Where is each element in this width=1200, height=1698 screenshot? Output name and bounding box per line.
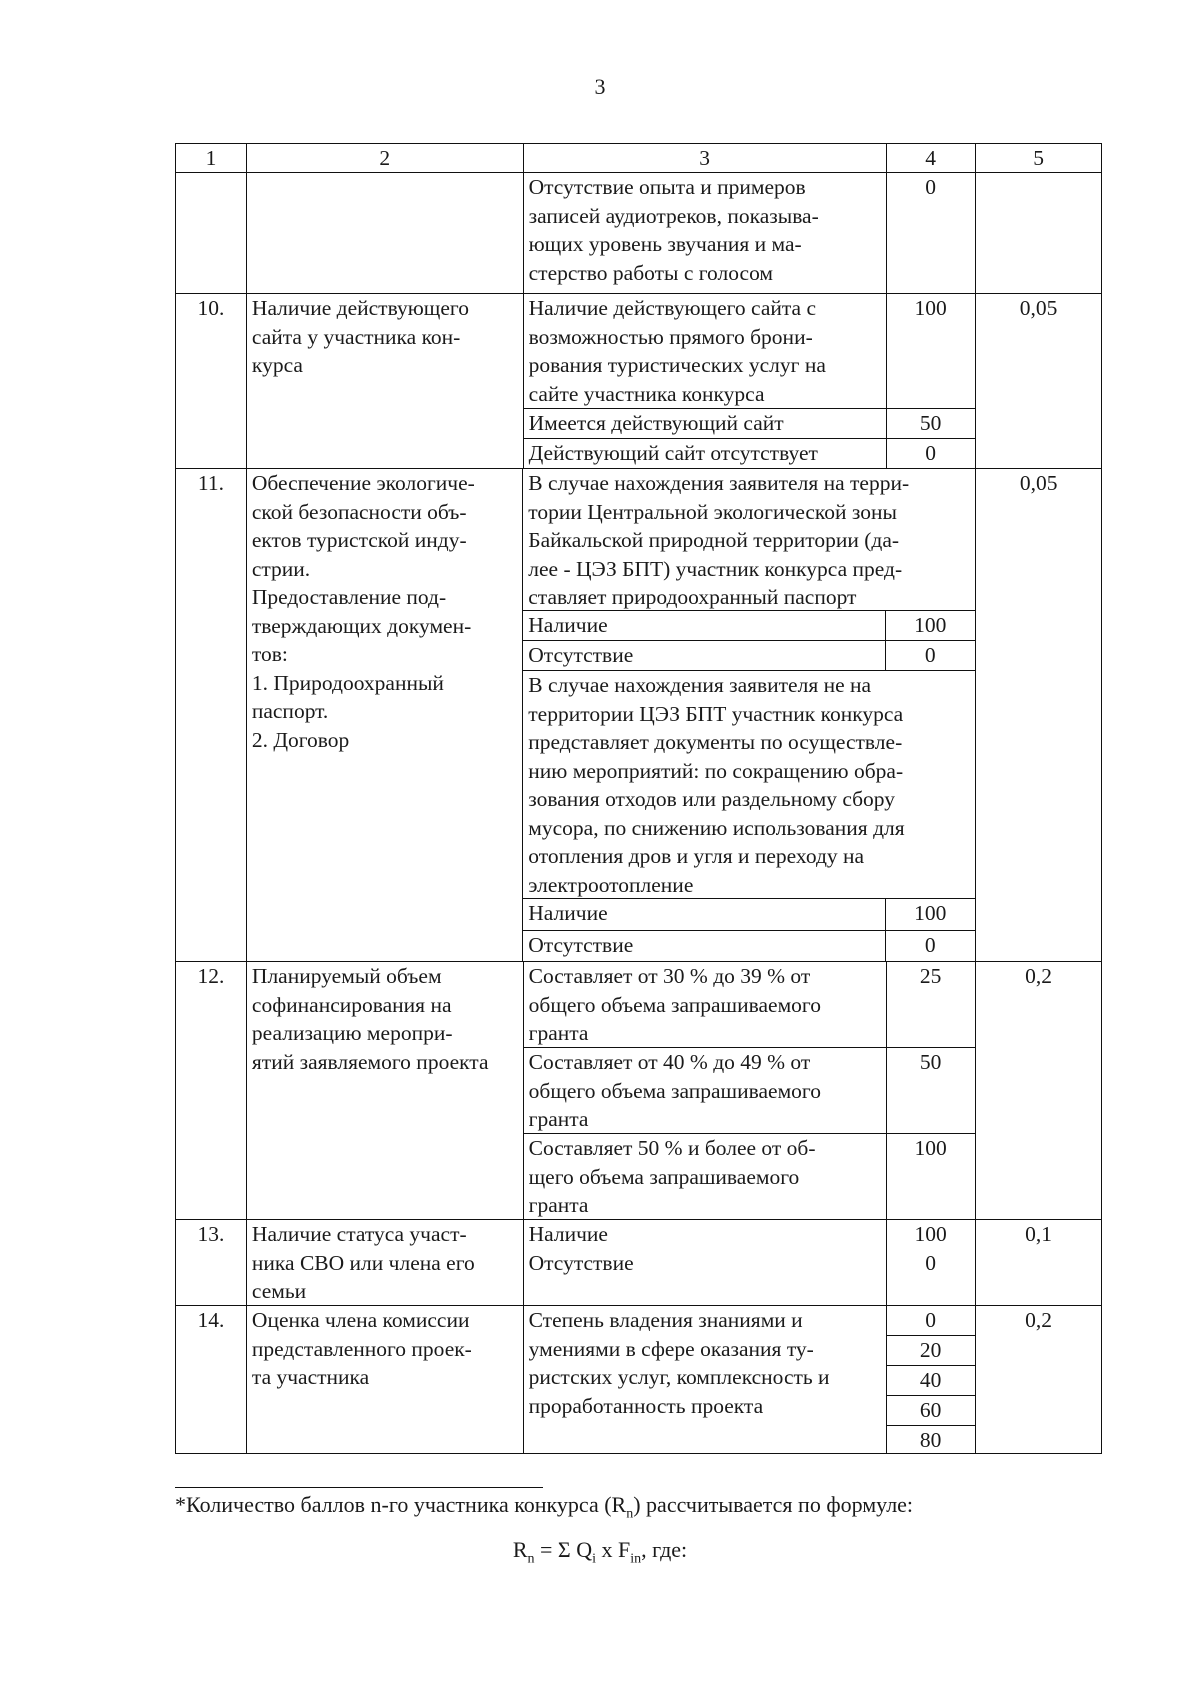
- footnote: *Количество баллов n-го участника конкурса $(R_n)$ рассчитывается по формуле:: [175, 1492, 914, 1522]
- table-row-continuation: [176, 172, 1101, 293]
- criterion-text: Составляет от 30 % до 39 % от общего объема запрашиваемого гранта: [524, 962, 887, 1047]
- criterion-score: 0: [924, 643, 936, 667]
- row-number-cell: 10.: [176, 294, 247, 468]
- row-number-cell: 12.: [176, 962, 247, 1219]
- criterion-score: 20: [887, 1335, 975, 1365]
- criterion-score: 100: [914, 296, 947, 320]
- criterion-text: Отсутствие: [523, 641, 886, 670]
- criterion-score: 50: [919, 1050, 942, 1074]
- row-number-cell: 13.: [176, 1220, 247, 1305]
- criterion-score: 50: [919, 411, 942, 435]
- criterion-score: 60: [887, 1395, 975, 1425]
- row-name-cell: Наличие статуса участ- ника СВО или члена его семьи: [247, 1220, 524, 1305]
- criterion-score: 25: [919, 964, 942, 988]
- criterion-score: 100: [914, 613, 947, 637]
- row-weight-cell: [976, 173, 1101, 293]
- table-header-row: [176, 144, 1101, 172]
- row-weight-cell: 0,2: [1025, 1308, 1052, 1332]
- criterion-text: Составляет 50 % и более от об- щего объема запрашиваемого гранта: [524, 1134, 887, 1219]
- row-weight-cell: 0,05: [1019, 296, 1058, 320]
- criterion-score: 0: [925, 1308, 936, 1332]
- criterion-text: Наличие: [528, 1222, 608, 1246]
- footnote-separator: [175, 1487, 543, 1488]
- score-scale: [887, 1306, 975, 1453]
- header-col-3: 3: [524, 144, 887, 172]
- criterion-text: Степень владения знаниями и умениями в сфере оказания ту- ристских услуг, комплексность и проработанность проекта: [524, 1306, 887, 1453]
- row-name-cell: Наличие действующего сайта у участника кон- курса: [247, 294, 524, 468]
- row-name-cell: [247, 173, 524, 293]
- criterion-text: Отсутствие: [523, 931, 886, 961]
- criterion-text: Действующий сайт отсутствует: [524, 439, 887, 468]
- criterion-text: Наличие действующего сайта с возможностью прямого брони- рования туристических услуг на сайте участника конкурса: [524, 294, 887, 408]
- page-number: 3: [594, 74, 606, 99]
- table-row-11: [176, 468, 1101, 961]
- criterion-text: Имеется действующий сайт: [524, 409, 887, 438]
- row-weight-cell: 0,05: [1019, 471, 1058, 495]
- row-number-cell: [176, 173, 247, 293]
- criterion-text: Составляет от 40 % до 49 % от общего объема запрашиваемого гранта: [524, 1048, 887, 1133]
- table-row-14: [176, 1305, 1101, 1453]
- table-row-12: [176, 961, 1101, 1219]
- table-row-10: [176, 293, 1101, 468]
- criterion-text: Отсутствие опыта и примеров записей аудиотреков, показыва- ющих уровень звучания и ма- стерство работы с голосом: [524, 173, 887, 293]
- header-col-4: 4: [925, 146, 936, 170]
- criterion-text: Наличие: [523, 611, 886, 640]
- row-number-cell: 11.: [176, 469, 247, 961]
- criterion-score: 80: [887, 1425, 975, 1455]
- row-weight-cell: 0,1: [1025, 1222, 1052, 1246]
- criterion-intro: В случае нахождения заявителя не на территории ЦЭЗ БПТ участник конкурса представляет документы по осуществле- нию мероприятий: по сокращению обра- зования отходов или раздельному сбору мусора, по снижению использования для отопления дров и угля и переходу на электроотопление: [528, 673, 905, 897]
- criterion-intro: В случае нахождения заявителя на терри- тории Центральной экологической зоны Байкальской природной территории (да- лее - ЦЭЗ БПТ) участник конкурса пред- ставляет природоохранный паспорт: [528, 471, 910, 609]
- criterion-score: 100: [914, 1222, 947, 1246]
- header-col-1: 1: [176, 144, 247, 172]
- criteria-table: [175, 143, 1102, 1454]
- criterion-score: 100: [914, 1136, 947, 1160]
- criterion-score: 0: [925, 175, 936, 199]
- criterion-score: 0: [925, 441, 936, 465]
- criterion-text: Отсутствие: [528, 1250, 634, 1275]
- row-name-cell: Обеспечение экологиче- ской безопасности объ- ектов туристской инду- стрии. Предоставление под- тверждающих докумен- тов: 1. Природоохранный паспорт. 2. Договор: [247, 469, 523, 961]
- formula: $R_n = \Sigma$ $Q_i$ х $F_{in}$, где:: [512, 1537, 688, 1567]
- row-weight-cell: 0,2: [1025, 964, 1052, 988]
- criterion-text: Наличие: [523, 899, 886, 930]
- table-row-13: [176, 1219, 1101, 1305]
- criterion-score: 100: [914, 901, 947, 925]
- row-name-cell: Оценка члена комиссии представленного проек- та участника: [247, 1306, 524, 1453]
- criterion-score: 40: [887, 1365, 975, 1395]
- criterion-score: 0: [924, 933, 936, 957]
- header-col-2: 2: [247, 144, 524, 172]
- criterion-score: 0: [925, 1250, 936, 1275]
- header-col-5: 5: [1033, 146, 1044, 170]
- row-name-cell: Планируемый объем софинансирования на реализацию меропри- ятий заявляемого проекта: [247, 962, 524, 1219]
- row-number-cell: 14.: [176, 1306, 247, 1453]
